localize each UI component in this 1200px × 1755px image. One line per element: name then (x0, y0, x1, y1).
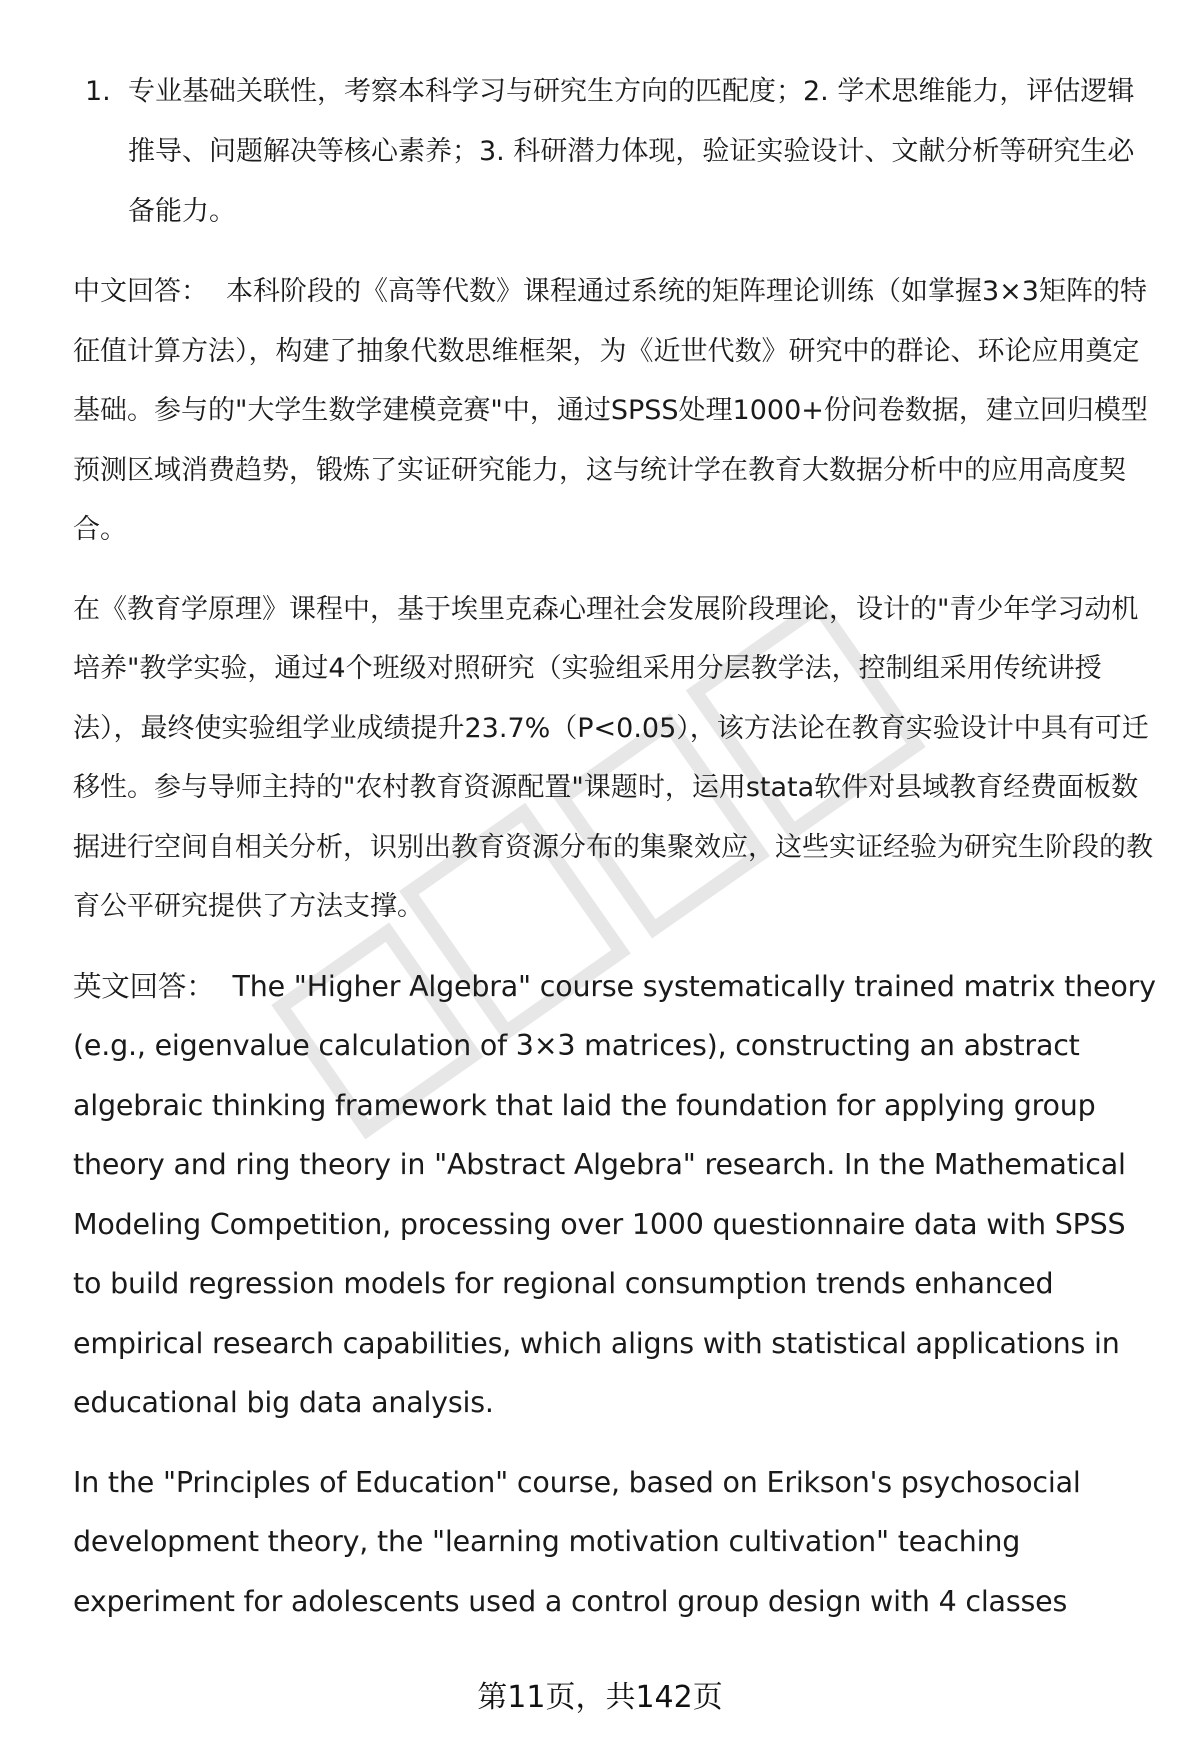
page-footer: 第11页，共142页 (477, 1680, 723, 1715)
numbered-list-item (73, 62, 1158, 242)
list-item-text: 专业基础关联性，考察本科学习与研究生方向的匹配度；2. 学术思维能力，评估逻辑推导、问题解决等核心素养；3. 科研潜力体现，验证实验设计、文献分析等研究生必备能力。 (128, 76, 1135, 227)
english-answer-paragraph-1 (73, 957, 1158, 1433)
english-answer-label: 英文回答： (73, 969, 215, 1003)
document-page (73, 62, 1158, 1651)
chinese-answer-text-1: 本科阶段的《高等代数》课程通过系统的矩阵理论训练（如掌握3×3矩阵的特征值计算方法），构建了抽象代数思维框架，为《近世代数》研究中的群论、环论应用奠定基础。参与的"大学生数学建模竞赛"中，通过SPSS处理1000+份问卷数据，建立回归模型预测区域消费趋势，锻炼了实证研究能力，这与统计学在教育大数据分析中的应用高度契合。 (73, 276, 1148, 545)
english-answer-text-1: The "Higher Algebra" course systematically trained matrix theory (e.g., eigenvalue calculation of 3×3 matrices), constructing an abstract algebraic thinking framework that laid the foundation for applying group theory and ring theory in "Abstract Algebra" research. In the Mathematical Modeling Competition, processing over 1000 questionnaire data with SPSS to build regression models for regional consumption trends enhanced empirical research capabilities, which aligns with statistical applications in educational big data analysis. (73, 969, 1156, 1419)
chinese-answer-label: 中文回答： (73, 276, 208, 307)
list-number: 1. (85, 76, 111, 107)
chinese-answer-paragraph-1 (73, 262, 1158, 560)
chinese-answer-paragraph-2: 在《教育学原理》课程中，基于埃里克森心理社会发展阶段理论，设计的"青少年学习动机培养"教学实验，通过4个班级对照研究（实验组采用分层教学法，控制组采用传统讲授法），最终使实验组学业成绩提升23.7%（P<0.05），该方法论在教育实验设计中具有可迁移性。参与导师主持的"农村教育资源配置"课题时，运用stata软件对县域教育经费面板数据进行空间自相关分析，识别出教育资源分布的集聚效应，这些实证经验为研究生阶段的教育公平研究提供了方法支撑。 (73, 593, 1153, 922)
english-answer-paragraph-2: In the "Principles of Education" course, based on Erikson's psychosocial development theory, the "learning motivation cultivation" teaching experiment for adolescents used a control group design with 4 classes (73, 1465, 1081, 1618)
